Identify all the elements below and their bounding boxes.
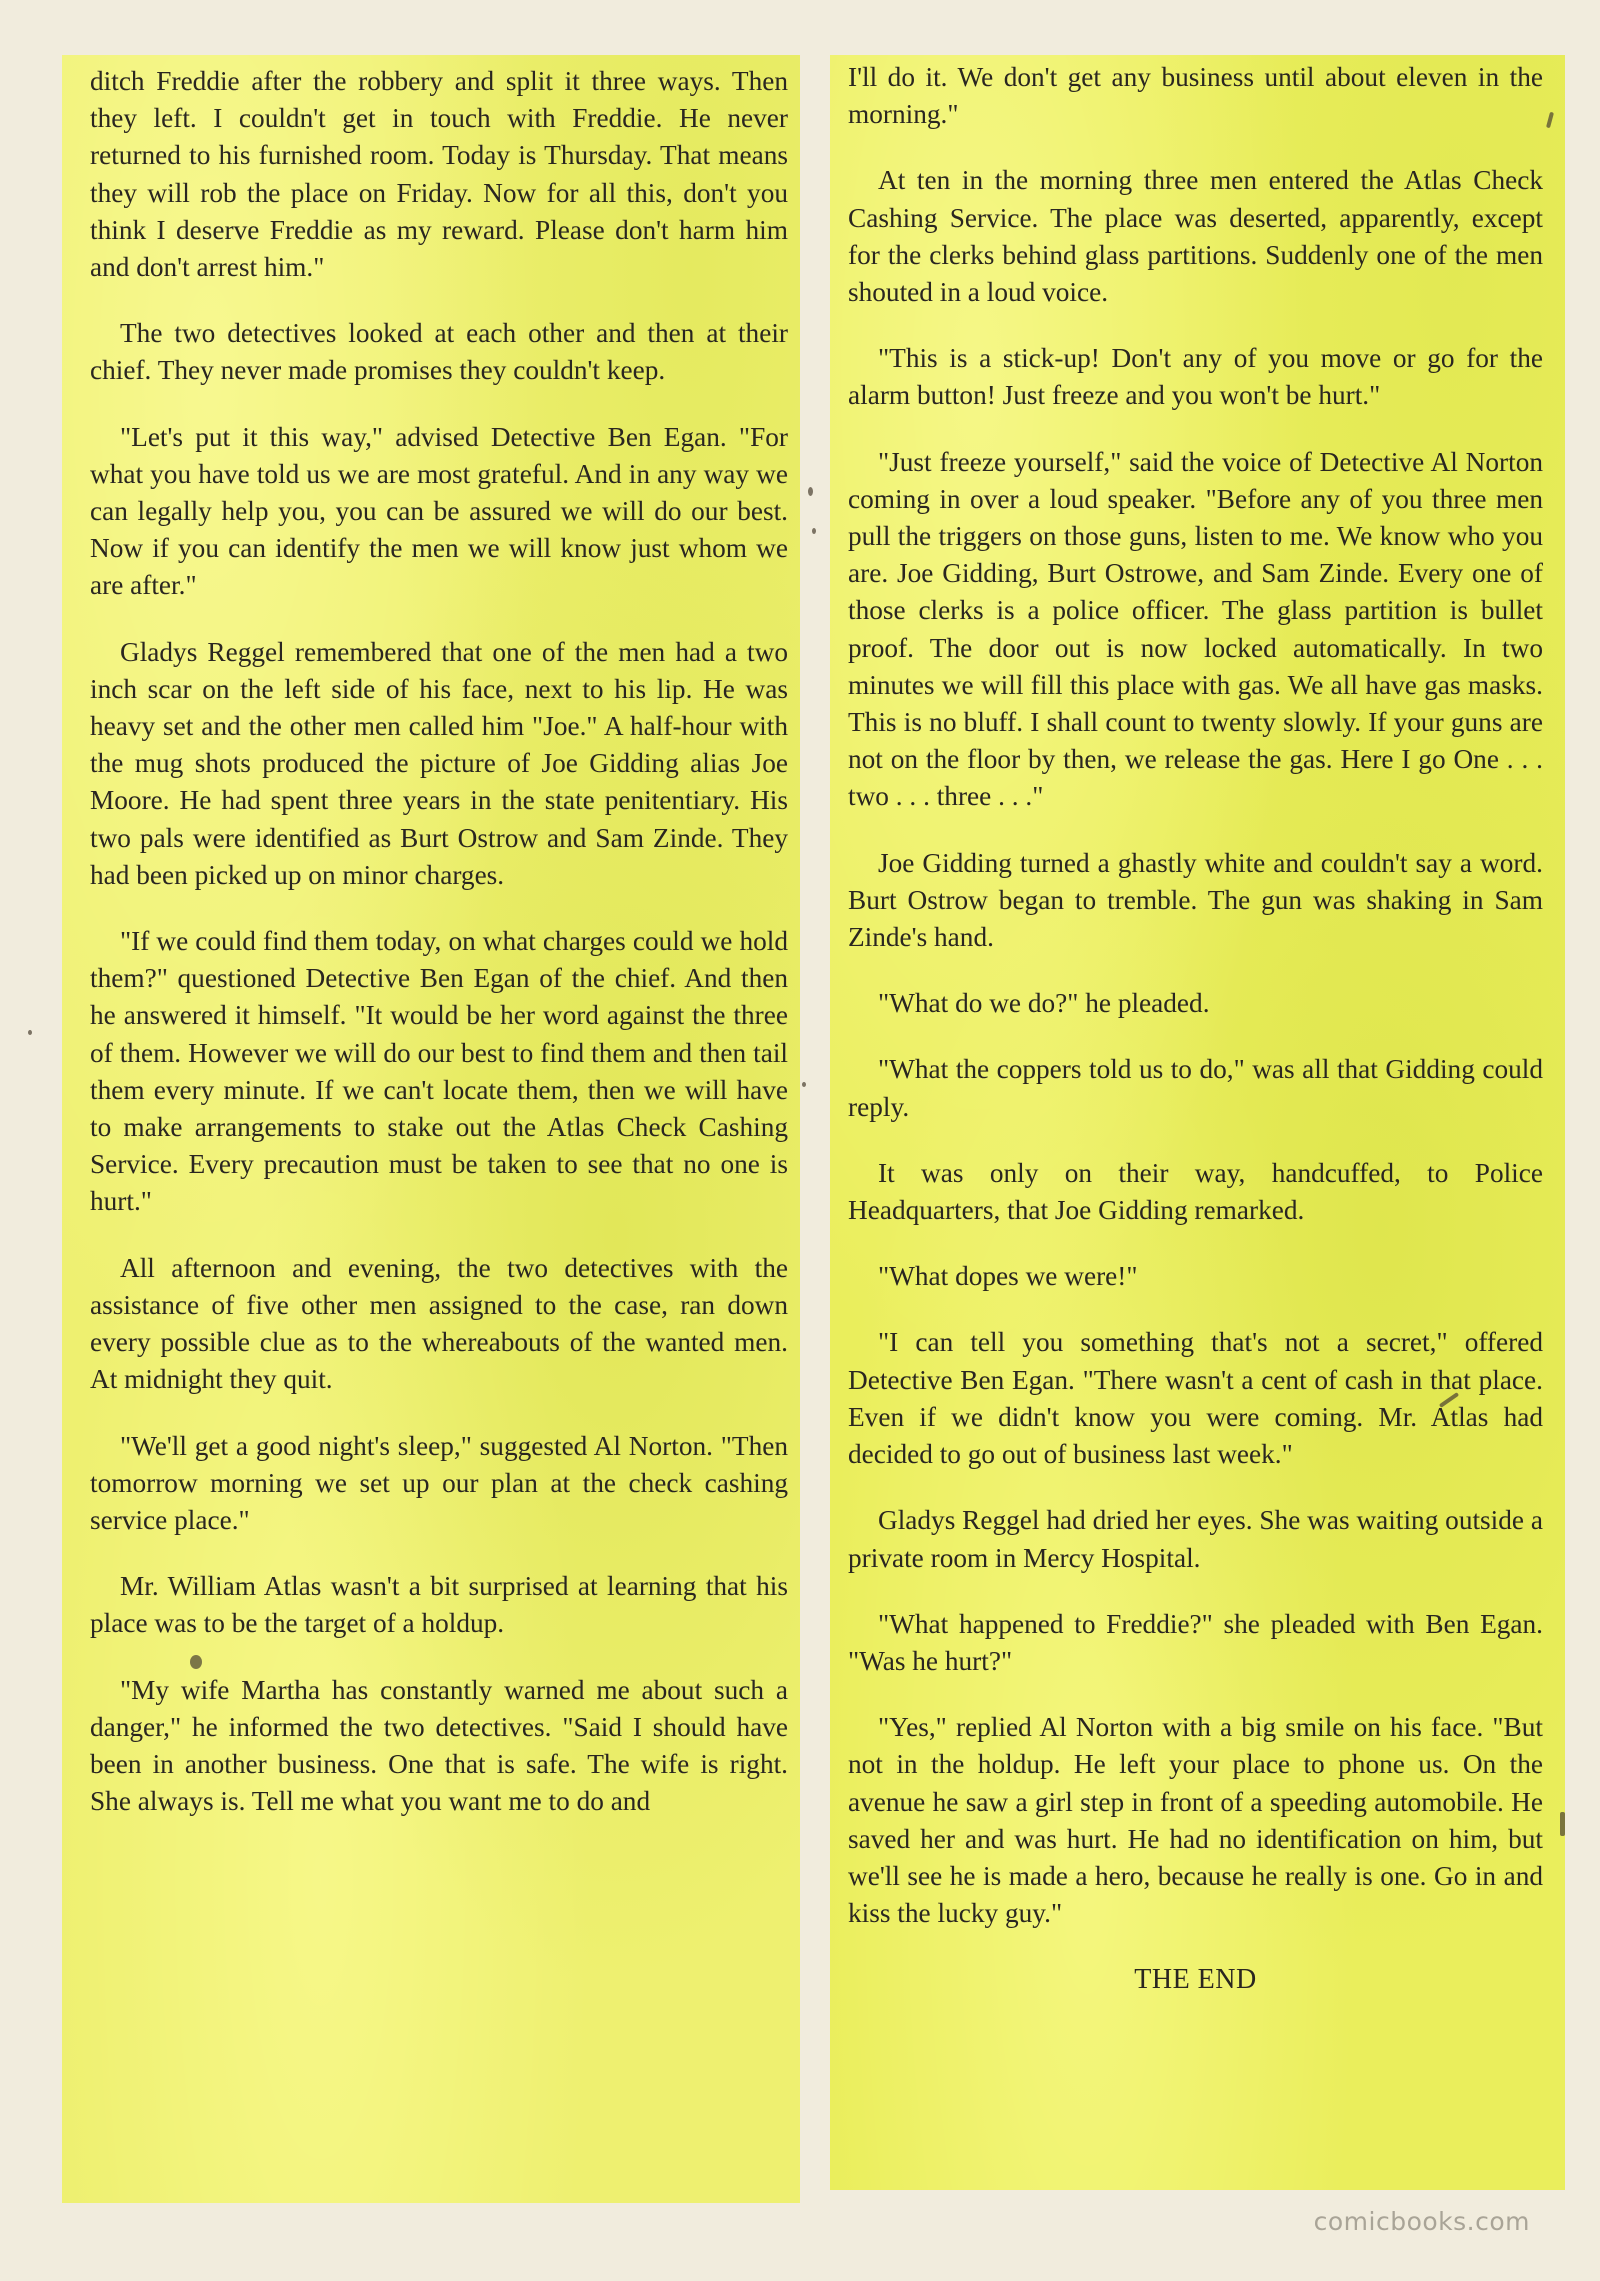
print-speck [190, 1655, 202, 1669]
print-speck [808, 487, 813, 496]
paragraph: "I can tell you something that's not a secret," offered Detective Ben Egan. "There wasn't a cent of cash in that place. Even if we didn't know you were coming. Mr. Atlas had decided to go out of business last week." [848, 1327, 1543, 1470]
watermark-label: comicbooks.com [1313, 2207, 1530, 2236]
paragraph: Gladys Reggel remembered that one of the men had a two inch scar on the left side of his face, next to his lip. He was heavy set and the other men called him "Joe." A half-hour with the mug shots produced the picture of Joe Gidding alias Joe Moore. He had spent three years in the state penitentiary. His two pals were identified as Burt Ostrow and Sam Zinde. They had been picked up on minor charges. [90, 636, 788, 890]
paragraph: "This is a stick-up! Don't any of you move or go for the alarm button! Just freeze and you won't be hurt." [848, 343, 1543, 411]
left-text-column [62, 55, 800, 2203]
paragraph: "What dopes we were!" [878, 1261, 1138, 1292]
paragraph: "If we could find them today, on what charges could we hold them?" questioned Detective Ben Egan of the chief. And then he answered it himself. "It would be her word against the three of them. However we will do our best to find them and then tail them every minute. If we can't locate them, then we will have to make arrangements to stake out the Atlas Check Cashing Service. Every precaution must be taken to see that no one is hurt." [90, 926, 788, 1217]
paragraph: The two detectives looked at each other and then at their chief. They never made promises they couldn't keep. [90, 318, 788, 386]
print-speck [28, 1030, 32, 1035]
paragraph: "What do we do?" he pleaded. [878, 988, 1210, 1019]
paragraph: It was only on their way, handcuffed, to Police Headquarters, that Joe Gidding remarked. [848, 1157, 1543, 1226]
paragraph: I'll do it. We don't get any business until about eleven in the morning." [848, 62, 1543, 130]
paragraph: Gladys Reggel had dried her eyes. She was waiting outside a private room in Mercy Hospital. [848, 1505, 1543, 1573]
paragraph: At ten in the morning three men entered the Atlas Check Cashing Service. The place was deserted, apparently, except for the clerks behind glass partitions. Suddenly one of the men shouted in a loud voice. [848, 165, 1543, 308]
paragraph: "Yes," replied Al Norton with a big smile on his face. "But not in the holdup. He left your place to phone us. On the avenue he saw a girl step in front of a speeding automobile. He saved her and was hurt. He had no identification on him, but we'll see he is made a hero, because he really is one. Go in and kiss the lucky guy." [848, 1712, 1543, 1929]
paragraph: "What the coppers told us to do," was all that Gidding could reply. [848, 1054, 1543, 1122]
paragraph: "Let's put it this way," advised Detective Ben Egan. "For what you have told us we are most grateful. And in any way we can legally help you, you can be assured we will do our best. Now if you can identify the men we will know just whom we are after." [90, 421, 788, 601]
print-speck [812, 528, 816, 534]
paragraph: "What happened to Freddie?" she pleaded with Ben Egan. "Was he hurt?" [848, 1608, 1543, 1676]
print-speck [802, 1082, 806, 1087]
right-text-column [830, 55, 1565, 2190]
paragraph: Mr. William Atlas wasn't a bit surprised at learning that his place was to be the target of a holdup. [90, 1571, 788, 1639]
the-end-label: THE END [1134, 1964, 1257, 1996]
paragraph: ditch Freddie after the robbery and split it three ways. Then they left. I couldn't get in touch with Freddie. He never returned to his furnished room. Today is Thursday. That means they will rob the place on Friday. Now for all this, don't you think I deserve Freddie as my reward. Please don't harm him and don't arrest him." [90, 66, 788, 283]
paragraph: Joe Gidding turned a ghastly white and couldn't say a word. Burt Ostrow began to tremble. The gun was shaking in Sam Zinde's hand. [848, 847, 1543, 953]
paragraph: "Just freeze yourself," said the voice of Detective Al Norton coming in over a loud speaker. "Before any of you three men pull the triggers on those guns, listen to me. We know who you are. Joe Gidding, Burt Ostrowe, and Sam Zinde. Every one of those clerks is a police officer. The glass partition is bullet proof. The door out is now locked automatically. In two minutes we will fill this place with gas. We all have gas masks. This is no bluff. I shall count to twenty slowly. If your guns are not on the floor by then, we release the gas. Here I go One . . . two . . . three . . ." [848, 446, 1543, 812]
paragraph: "My wife Martha has constantly warned me about such a danger," he informed the two detectives. "Said I should have been in another business. One that is safe. The wife is right. She always is. Tell me what you want me to do and [90, 1674, 788, 1817]
paragraph: "We'll get a good night's sleep," suggested Al Norton. "Then tomorrow morning we set up our plan at the check cashing service place." [90, 1430, 788, 1535]
paragraph: All afternoon and evening, the two detectives with the assistance of five other men assigned to the case, ran down every possible clue as to the whereabouts of the wanted men. At midnight they quit. [90, 1252, 788, 1395]
print-speck [1560, 1812, 1565, 1836]
